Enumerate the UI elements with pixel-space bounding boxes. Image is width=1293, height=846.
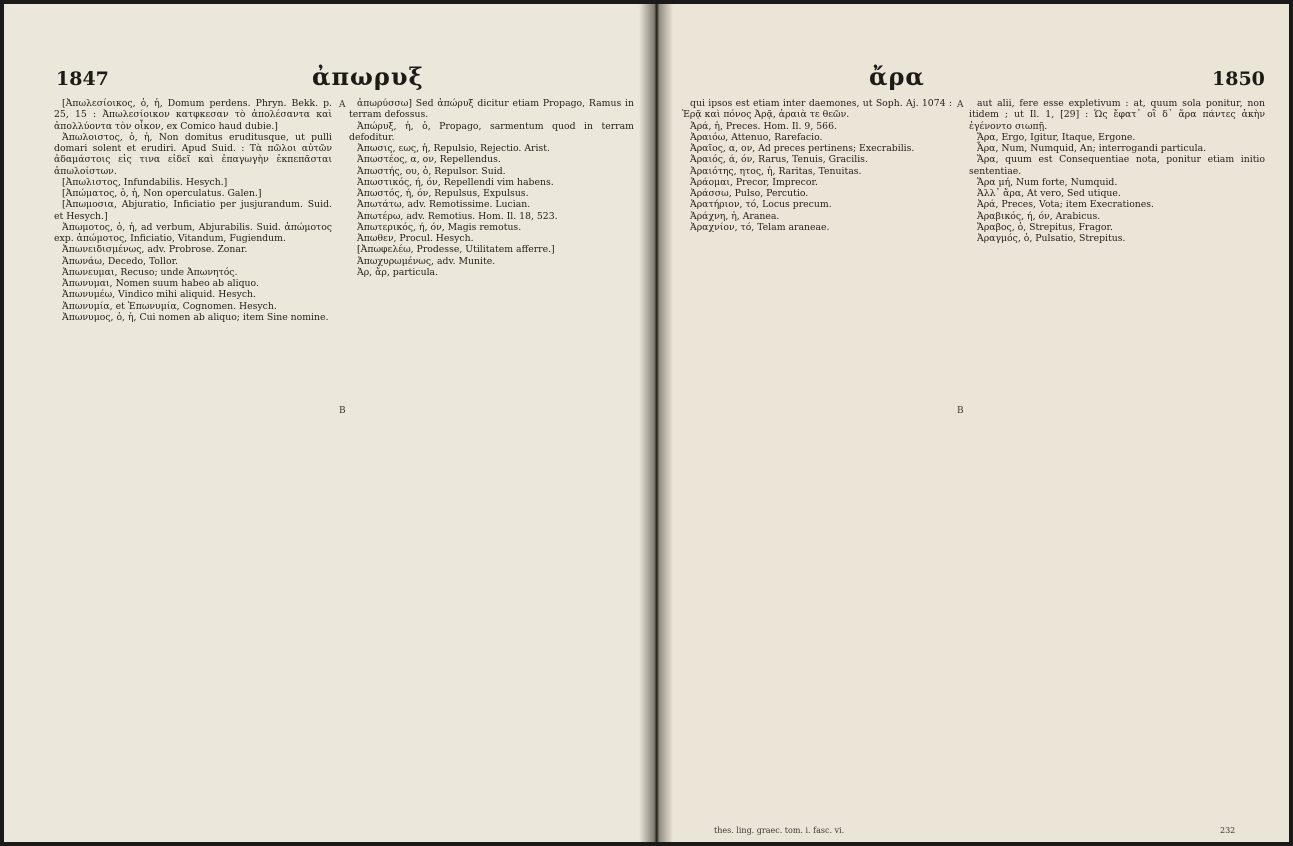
dictionary-entry: Ἀπώρυξ, ἡ, ὁ, Propago, sarmentum quod in terram defoditur. [349,120,634,143]
right-column-a [682,98,952,828]
dictionary-entry: Ἀραιόω, Attenuo, Rarefacio. [690,131,823,143]
book-spread [4,4,1289,842]
dictionary-entry: Ἀπωθεν, Procul. Hesych. [357,233,474,244]
dictionary-entry: Ἀπωνειδισμένως, adv. Probrose. Zonar. [62,244,248,256]
dictionary-entry: Ἀπωμοτος, ὁ, ἡ, ad verbum, Abjurabilis. Suid. ἀπώμοτος exp. ἀπώμοτος, Inficiatio, Vitandum, Fugiendum. [54,221,332,244]
left-headword: ἀπωρυξ [312,62,424,91]
dictionary-entry: Ἀράσσω, Pulso, Percutio. [690,188,809,199]
left-page [4,4,654,842]
dictionary-entry: Ἀπωνυμαι, Nomen suum habeo ab aliquo. [62,278,259,289]
right-headword: ἄρα [869,62,925,91]
dictionary-entry: Ἀρατήριον, τό, Locus precum. [690,199,832,211]
dictionary-entry: Ἀραιός, ά, όν, Rarus, Tenuis, Gracilis. [690,154,868,166]
dictionary-entry: Ἀραχνίον, τό, Telam araneae. [690,221,830,233]
dictionary-entry: Ἀράομαι, Precor, Imprecor. [690,176,818,188]
dictionary-entry: ἀπωρύσσω] Sed ἀπώρυξ dicitur etiam Propago, Ramus in terram defossus. [349,98,634,121]
margin-letter-b-right: B [957,406,964,416]
dictionary-entry: [Ἀπωλιστος, Infundabilis. Hesych.] [62,176,228,188]
dictionary-entry: [Ἀπώματος, ὁ, ἡ, Non operculatus. Galen.] [62,188,262,199]
margin-letter-b: B [339,406,346,416]
right-page-number: 1850 [1212,68,1265,90]
dictionary-entry: Ἆρα, Num, Numquid, An; interrogandi particula. [977,143,1207,154]
dictionary-entry: Ἄρα μή, Num forte, Numquid. [977,176,1118,188]
dictionary-entry: Ἀλλ᾽ ἄρα, At vero, Sed utique. [977,188,1121,199]
dictionary-entry: Ἀρά, Preces, Vota; item Execrationes. [977,199,1155,211]
dictionary-entry: [Ἀπωλεσίοικος, ὁ, ἡ, Domum perdens. Phryn. Bekk. p. 25, 15 : Ἀπωλεσίοικον κατφκεσαν τὸ ἀπολέσαντα καὶ ἀπολλύοντα τὸν οἶκον, ex Comico haud dubie.] [54,98,332,132]
dictionary-entry: Ἀπωστός, ή, όν, Repulsus, Expulsus. [357,188,529,199]
dictionary-entry: Ἀπωνευμαι, Recuso; unde Ἀπωνητός. [62,266,238,278]
dictionary-entry: Ἀράχνη, ἡ, Aranea. [690,210,780,222]
margin-letter-a: A [339,100,346,110]
left-page-number: 1847 [56,68,109,90]
dictionary-entry: Ἀπωνυμος, ὁ, ἡ, Cui nomen ab aliquo; item Sine nomine. [62,311,329,323]
dictionary-entry: Ἀπωτέρω, adv. Remotius. Hom. Il. 18, 523. [357,210,558,222]
dictionary-entry: Ἀπωνάω, Decedo, Tollor. [62,255,178,267]
dictionary-entry: Ἄραβος, ὁ, Strepitus, Fragor. [977,221,1113,233]
dictionary-entry: aut alii, fere esse expletivum : at, quum sola ponitur, non itidem ; ut Il. 1, [29] : Ὡς ἔφατ᾽ οἳ δ᾽ ἄρα πάντες ἀκὴν ἐγένοντο σιωπῇ. [969,98,1265,132]
dictionary-entry: qui ipsos est etiam inter daemones, ut Soph. Aj. 1074 : Ἐρᾷ καὶ πόνος Ἀρᾷ, ἀραιὰ τε θεῶν. [682,98,952,121]
dictionary-entry: Ἀπωνυμία, et Ἐπωνυμία, Cognomen. Hesych. [62,300,277,312]
page-footer: thes. ling. graec. tom. i. fasc. vi. [714,826,845,835]
dictionary-entry: Ἀραιότης, ητος, ἡ, Raritas, Tenuitas. [690,165,862,177]
dictionary-entry: [Ἀπωφελέω, Prodesse, Utilitatem afferre.] [357,244,555,256]
signature-mark: 232 [1220,826,1236,835]
dictionary-entry: Ἀπωχυρωμένως, adv. Munite. [357,255,496,267]
dictionary-entry: Ἀπωστέος, α, ον, Repellendus. [357,154,501,166]
dictionary-entry: Ἀρά, ἡ, Preces. Hom. Il. 9, 566. [690,120,837,132]
dictionary-entry: Ἀρ, ἄρ, particula. [357,266,439,278]
dictionary-entry: Ἄρα, Ergo, Igitur, Itaque, Ergone. [977,131,1136,143]
dictionary-entry: Ἀπωτάτω, adv. Remotissime. Lucian. [357,199,531,211]
dictionary-entry: Ἄρα, quum est Consequentiae nota, ponitur etiam initio sententiae. [969,154,1265,177]
margin-letter-a-right: A [957,100,964,110]
dictionary-entry: Ἀπωτερικός, ή, όν, Magis remotus. [357,221,522,233]
dictionary-entry: Ἀραγμός, ὁ, Pulsatio, Strepitus. [977,233,1126,244]
dictionary-entry: Ἀραβικός, ή, όν, Arabicus. [977,210,1101,222]
dictionary-entry: [Ἀπωμοσια, Abjuratio, Inficiatio per jusjurandum. Suid. et Hesych.] [54,199,332,222]
dictionary-entry: Ἀπωλοιστος, ὁ, ἡ, Non domitus eruditusque, ut pulli domari solent et erudiri. Apud Suid. : Τὰ πῶλοι αὐτῶν ἀδαμάστοις εἰς τινα εἰδεῖ καὶ ἐπαγωγὴν ἐκπεπᾶσται ἀπωλοίστων. [54,131,332,177]
right-page [654,4,1289,842]
dictionary-entry: Ἀπωνυμέω, Vindico mihi aliquid. Hesych. [62,289,257,301]
left-column-b [349,98,634,828]
dictionary-entry: Ἀπωσις, εως, ἡ, Repulsio, Rejectio. Arist. [357,143,550,154]
dictionary-entry: Ἀπωστής, ου, ὁ, Repulsor. Suid. [357,165,506,177]
right-column-b [969,98,1265,828]
left-column-a [54,98,332,828]
dictionary-entry: Ἀραῖος, α, ον, Ad preces pertinens; Execrabilis. [690,143,915,154]
dictionary-entry: Ἀπωστικός, ή, όν, Repellendi vim habens. [357,176,554,188]
